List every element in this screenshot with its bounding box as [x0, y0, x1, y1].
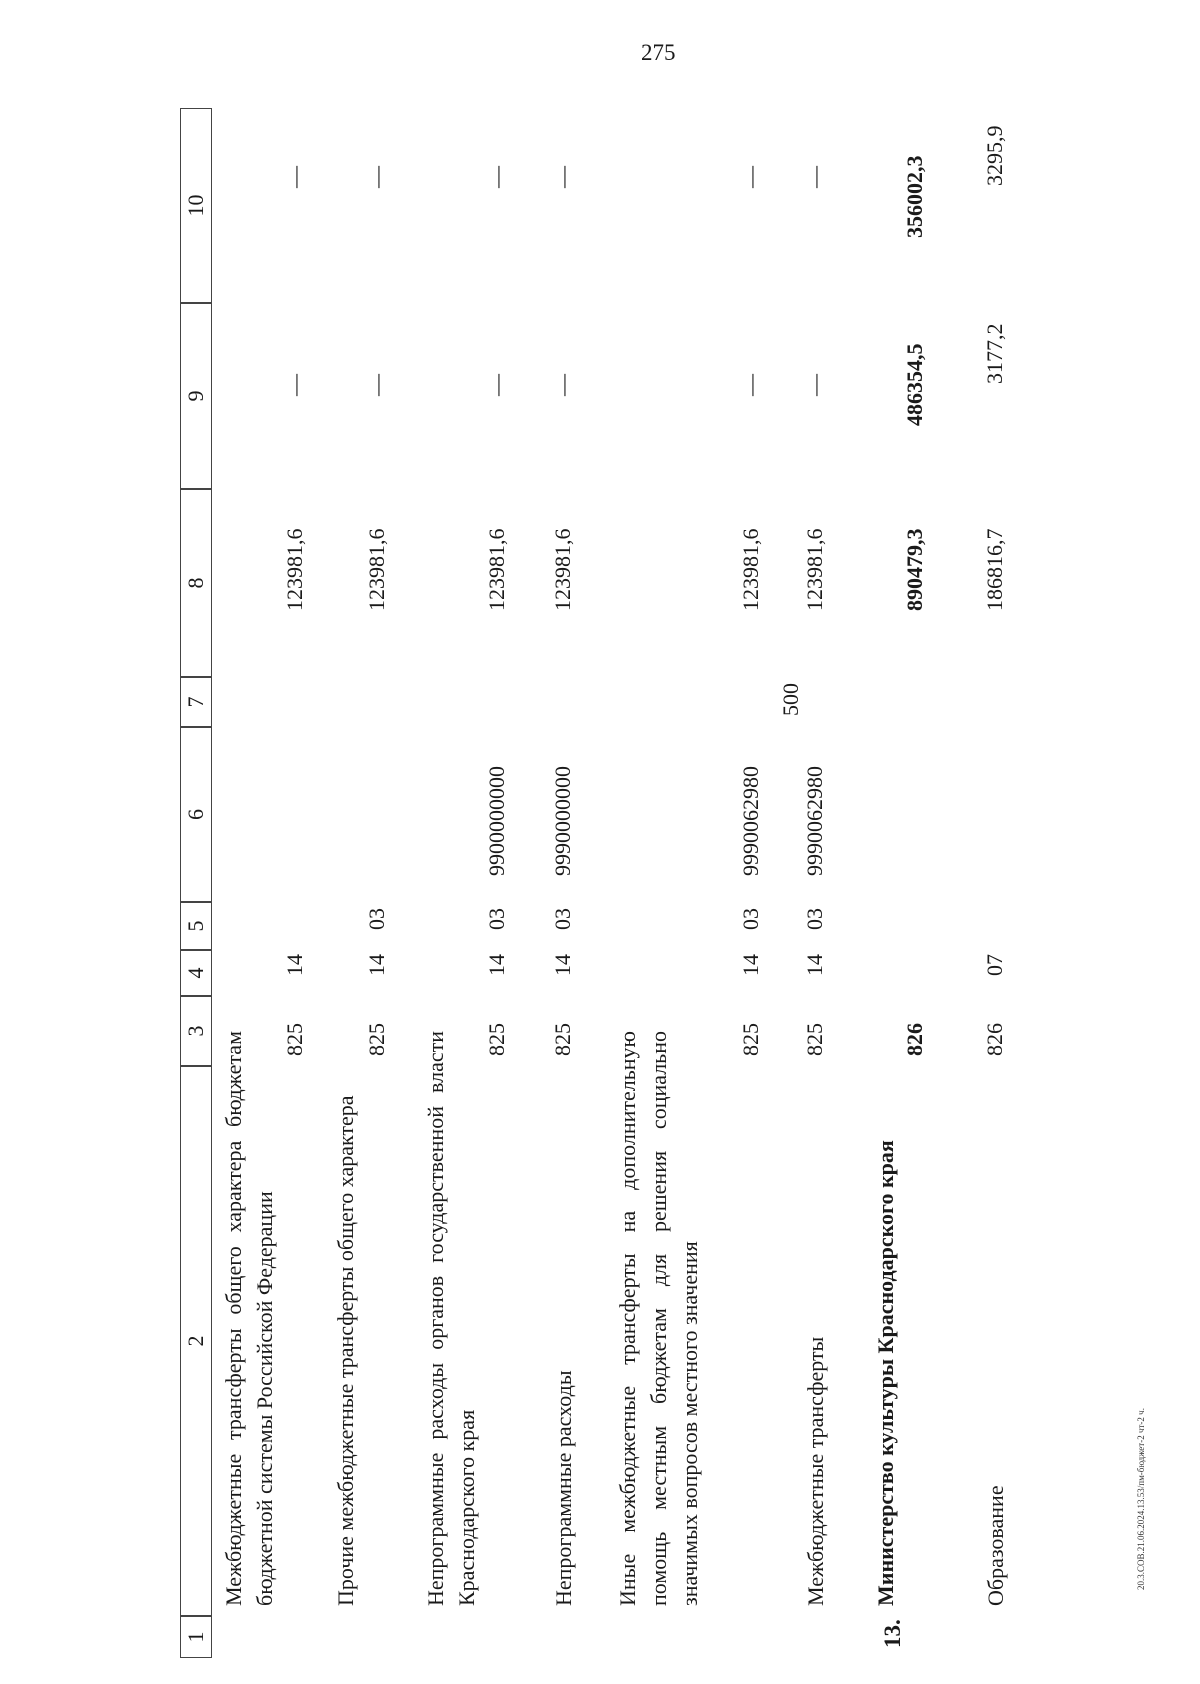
cell-c4: 14: [364, 954, 389, 976]
cell-c6: 9990062980: [738, 766, 763, 876]
cell-c8: 123981,6: [738, 528, 763, 611]
cell-c9: 3177,2: [982, 323, 1007, 384]
cell-c9: 486354,5: [902, 343, 927, 426]
cell-c10: —: [738, 166, 763, 188]
cell-c10: 356002,3: [902, 155, 927, 238]
column-header-9: 9: [180, 303, 212, 489]
column-header-3: 3: [180, 996, 212, 1066]
cell-c5: 03: [364, 908, 389, 930]
cell-c3: 825: [738, 1023, 763, 1056]
row-name: Непрограммные расходы органов государственной власти Краснодарского края: [423, 1031, 479, 1606]
column-header-10: 10: [180, 108, 212, 303]
cell-c10: 3295,9: [982, 125, 1007, 186]
cell-c10: —: [282, 166, 307, 188]
row-name: Образование: [983, 1485, 1008, 1606]
column-header-1: 1: [180, 1616, 212, 1658]
row-name: Министерство культуры Краснодарского края: [873, 1140, 898, 1606]
cell-c8: 123981,6: [802, 528, 827, 611]
cell-c3: 826: [902, 1023, 927, 1056]
page-number: 275: [641, 40, 676, 65]
cell-c3: 825: [484, 1023, 509, 1056]
cell-c9: —: [802, 374, 827, 396]
table-row: [330, 108, 400, 1616]
cell-c3: 825: [550, 1023, 575, 1056]
column-header-6: 6: [180, 727, 212, 902]
row-name: Прочие межбюджетные трансферты общего характера: [333, 1095, 358, 1606]
cell-c3: 826: [982, 1023, 1007, 1056]
cell-c7: 500: [778, 683, 803, 716]
cell-c9: —: [550, 374, 575, 396]
cell-c5: 03: [738, 908, 763, 930]
cell-c8: 123981,6: [364, 528, 389, 611]
table-row: [980, 108, 1020, 1616]
row-name: Непрограммные расходы: [551, 1370, 576, 1606]
table-row: [612, 108, 772, 1616]
cell-c9: —: [364, 374, 389, 396]
cell-c3: 825: [282, 1023, 307, 1056]
cell-c10: —: [484, 166, 509, 188]
row-number: 13.: [880, 1619, 905, 1648]
cell-c4: 14: [282, 954, 307, 976]
row-name: Иные межбюджетные трансферты на дополнительную помощь местным бюджетам для решения социально значимых вопросов местного значения: [615, 1031, 702, 1606]
cell-c6: 9900000000: [484, 766, 509, 876]
cell-c9: —: [282, 374, 307, 396]
column-header-2: 2: [180, 1066, 212, 1616]
cell-c4: 14: [738, 954, 763, 976]
cell-c3: 825: [802, 1023, 827, 1056]
cell-c6: 9990000000: [550, 766, 575, 876]
row-name: Межбюджетные трансферты общего характера бюджетам бюджетной системы Российской Федерации: [221, 1031, 277, 1606]
cell-c4: 14: [802, 954, 827, 976]
cell-c9: —: [738, 374, 763, 396]
table-row: [870, 108, 940, 1658]
cell-c9: —: [484, 374, 509, 396]
cell-c4: 14: [484, 954, 509, 976]
cell-c8: 123981,6: [282, 528, 307, 611]
budget-table: [180, 83, 1160, 1658]
column-header-8: 8: [180, 489, 212, 677]
column-header-7: 7: [180, 677, 212, 727]
cell-c5: 03: [802, 908, 827, 930]
cell-c8: 186816,7: [982, 528, 1007, 611]
cell-c5: 03: [550, 908, 575, 930]
table-row: [218, 108, 318, 1616]
cell-c10: —: [802, 166, 827, 188]
cell-c6: 9990062980: [802, 766, 827, 876]
cell-c5: 03: [484, 908, 509, 930]
cell-c10: —: [364, 166, 389, 188]
cell-c8: 890479,3: [902, 528, 927, 611]
cell-c8: 123981,6: [550, 528, 575, 611]
table-row: [778, 108, 860, 1616]
footer-code: 20.3.СОВ.21.06.2024.13.53/пм-бюджет-2 чт-2 ч.: [1136, 1408, 1146, 1590]
table-row: [548, 108, 588, 1616]
column-header-4: 4: [180, 950, 212, 996]
column-header-5: 5: [180, 902, 212, 950]
cell-c8: 123981,6: [484, 528, 509, 611]
cell-c4: 07: [982, 954, 1007, 976]
row-name: Межбюджетные трансферты: [803, 1336, 828, 1606]
cell-c10: —: [550, 166, 575, 188]
cell-c3: 825: [364, 1023, 389, 1056]
table-row: [420, 108, 520, 1616]
cell-c4: 14: [550, 954, 575, 976]
